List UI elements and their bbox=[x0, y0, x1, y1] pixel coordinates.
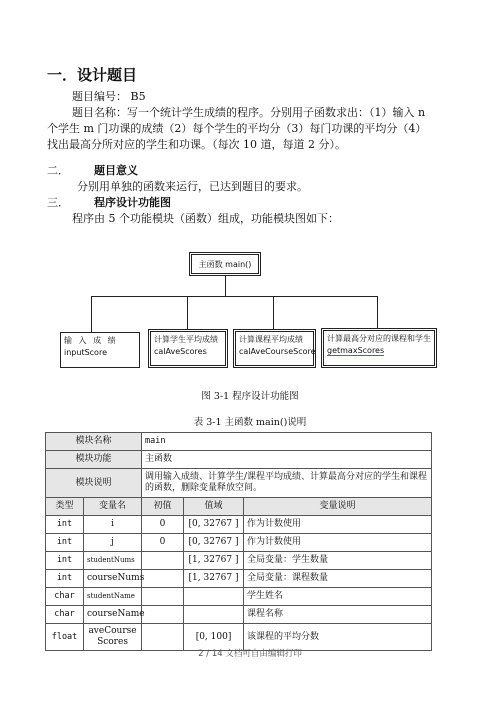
section-2-number: 二． bbox=[47, 164, 69, 177]
module-get-max-scores bbox=[323, 330, 435, 366]
table-header-row bbox=[46, 498, 432, 516]
cell-type: float bbox=[46, 624, 84, 651]
main-function-box: 主函数 main() bbox=[191, 254, 259, 274]
cell-init bbox=[142, 606, 184, 624]
main-function-table bbox=[45, 432, 432, 651]
module-4-func: getmaxScores bbox=[327, 346, 385, 355]
cell-desc: 学生姓名 bbox=[244, 588, 432, 606]
cell-init: 0 bbox=[142, 534, 184, 552]
table-row bbox=[46, 516, 432, 534]
module-func-label: 模块功能 bbox=[46, 451, 142, 469]
connector-3 bbox=[273, 296, 274, 330]
section-heading-1: 一．设计题目 bbox=[47, 66, 138, 84]
table-row bbox=[46, 588, 432, 606]
table-caption: 表 3-1 主函数 main()说明 bbox=[193, 417, 307, 428]
cell-name: courseNums bbox=[84, 570, 142, 588]
topic-name-line2: 个学生 m 门功课的成绩（2）每个学生的平均分（3）每门功课的平均分（4） bbox=[47, 122, 427, 135]
module-desc-label: 模块说明 bbox=[46, 469, 142, 498]
cell-range: [0, 100] bbox=[184, 624, 244, 651]
cell-desc: 全局变量：学生数量 bbox=[244, 552, 432, 570]
header-range: 值域 bbox=[184, 498, 244, 516]
section-2-text: 分别用单独的函数来运行，已达到题目的要求。 bbox=[77, 180, 308, 193]
cell-init bbox=[142, 588, 184, 606]
cell-name: j bbox=[84, 534, 142, 552]
cell-desc: 作为计数使用 bbox=[244, 534, 432, 552]
topic-name-line1: 题目名称：写一个统计学生成绩的程序。分别用子函数求出：（1）输入 n bbox=[72, 106, 426, 119]
module-func-value: 主函数 bbox=[142, 451, 432, 469]
page-footer: 2 / 14 文档可自由编辑打印 bbox=[198, 649, 302, 659]
table-row bbox=[46, 552, 432, 570]
module-4-title: 计算最高分对应的课程和学生 bbox=[327, 334, 431, 343]
connector-1 bbox=[91, 296, 92, 332]
table-row bbox=[46, 606, 432, 624]
module-3-func: calAveCourseScore bbox=[239, 347, 316, 356]
table-row bbox=[46, 534, 432, 552]
module-1-func: inputScore bbox=[64, 348, 107, 357]
cell-desc: 全局变量：课程数量 bbox=[244, 570, 432, 588]
header-type: 类型 bbox=[46, 498, 84, 516]
module-3-title: 计算课程平均成绩 bbox=[239, 335, 303, 344]
module-1-title: 输 入 成 绩 bbox=[64, 336, 118, 345]
cell-type: int bbox=[46, 534, 84, 552]
module-input-score bbox=[60, 332, 140, 368]
module-name-value: main bbox=[142, 433, 432, 451]
cell-desc: 课程名称 bbox=[244, 606, 432, 624]
header-var-name: 变量名 bbox=[84, 498, 142, 516]
section-3-number: 三． bbox=[47, 196, 69, 209]
section-3-text: 程序由 5 个功能模块（函数）组成，功能模块图如下： bbox=[72, 212, 339, 225]
section-3-title: 程序设计功能图 bbox=[94, 196, 171, 209]
cell-range: [0, 32767 ] bbox=[184, 534, 244, 552]
cell-name: aveCourse Scores bbox=[84, 624, 142, 651]
module-desc-value: 调用输入成绩、计算学生/课程平均成绩、计算最高分对应的学生和课程的函数，删除变量释放空间。 bbox=[142, 469, 432, 498]
figure-caption: 图 3-1 程序设计功能图 bbox=[201, 391, 299, 402]
connector-2 bbox=[187, 296, 188, 330]
cell-range: [0, 32767 ] bbox=[184, 516, 244, 534]
header-desc: 变量说明 bbox=[244, 498, 432, 516]
cell-range bbox=[184, 606, 244, 624]
cell-range: [1, 32767 ] bbox=[184, 570, 244, 588]
module-2-title: 计算学生平均成绩 bbox=[154, 335, 218, 344]
cell-range bbox=[184, 588, 244, 606]
cell-type: int bbox=[46, 516, 84, 534]
module-name-row bbox=[46, 433, 432, 451]
cell-name: studentNums bbox=[84, 552, 142, 570]
table-row bbox=[46, 570, 432, 588]
cell-init: 0 bbox=[142, 516, 184, 534]
topic-number: 题目编号： B5 bbox=[72, 90, 146, 103]
cell-name: courseName bbox=[84, 606, 142, 624]
connector-vertical bbox=[225, 275, 226, 297]
cell-type: int bbox=[46, 552, 84, 570]
cell-name: studentName bbox=[84, 588, 142, 606]
cell-name: i bbox=[84, 516, 142, 534]
cell-range: [1, 32767 ] bbox=[184, 552, 244, 570]
cell-type: char bbox=[46, 606, 84, 624]
module-cal-ave-scores bbox=[150, 331, 226, 366]
module-cal-ave-course-score bbox=[235, 331, 314, 366]
cell-init bbox=[142, 552, 184, 570]
connector-4 bbox=[377, 296, 378, 328]
cell-desc: 该课程的平均分数 bbox=[244, 624, 432, 651]
module-desc-row bbox=[46, 469, 432, 498]
header-init: 初值 bbox=[142, 498, 184, 516]
connector-horizontal bbox=[91, 296, 378, 297]
cell-init bbox=[142, 570, 184, 588]
cell-desc: 作为计数使用 bbox=[244, 516, 432, 534]
cell-type: char bbox=[46, 588, 84, 606]
module-2-func: calAveScores bbox=[154, 347, 207, 356]
module-name-label: 模块名称 bbox=[46, 433, 142, 451]
cell-type: int bbox=[46, 570, 84, 588]
module-func-row bbox=[46, 451, 432, 469]
topic-name-line3: 找出最高分所对应的学生和功课。（每次 10 道，每道 2 分）。 bbox=[47, 138, 346, 151]
section-2-title: 题目意义 bbox=[94, 164, 138, 177]
